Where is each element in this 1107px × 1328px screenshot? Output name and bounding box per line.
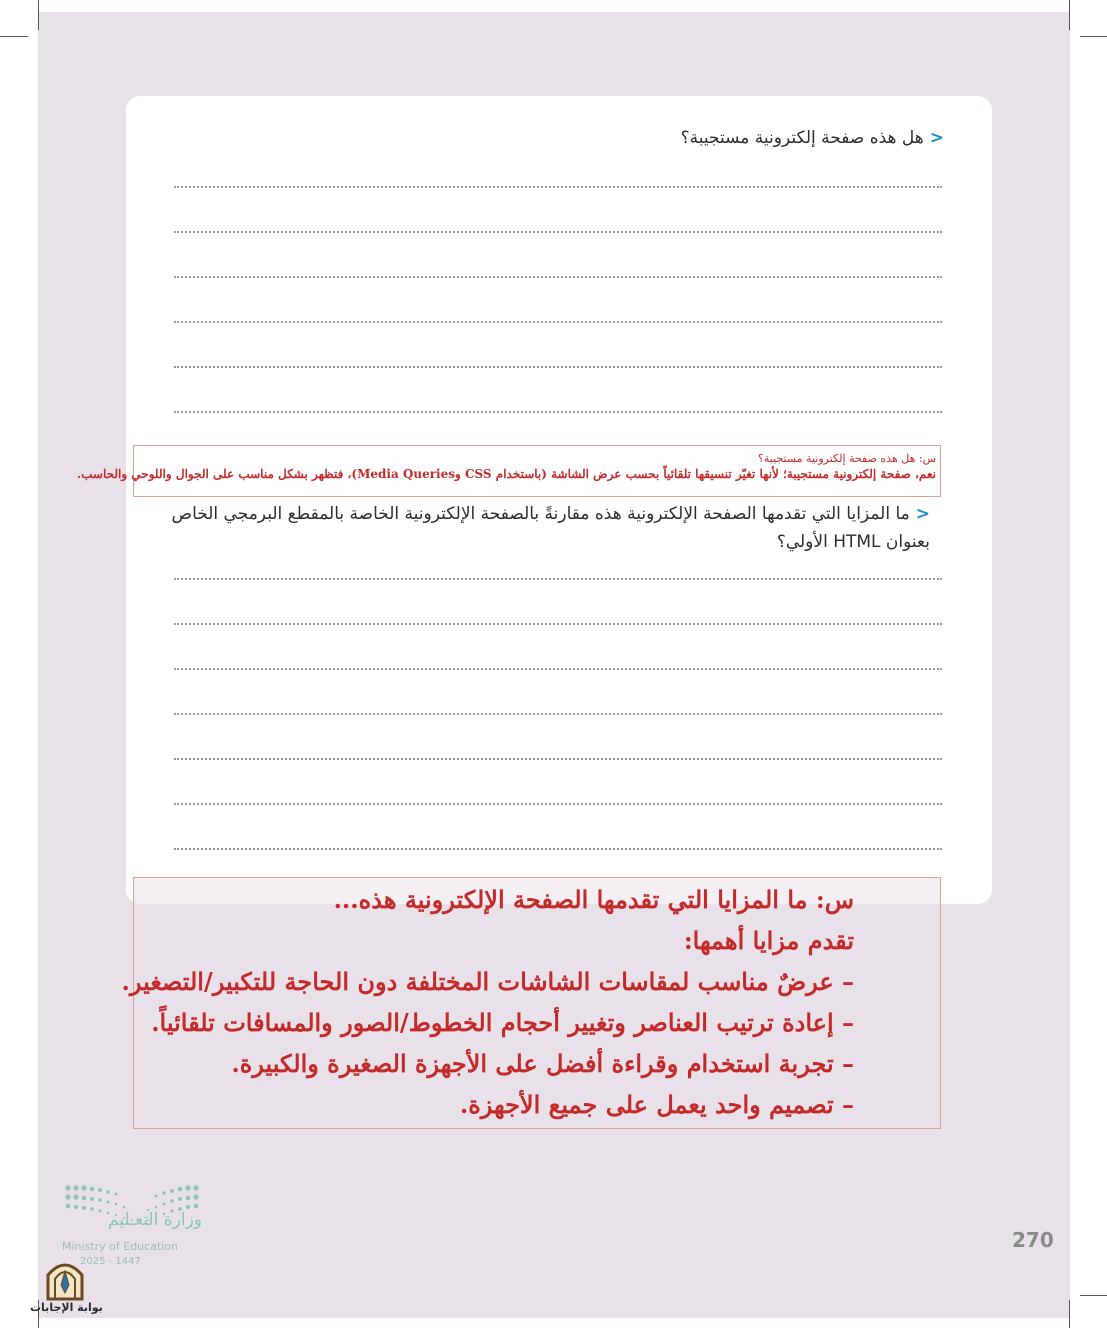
answer-2-intro: تقدم مزايا أهمها:: [683, 926, 854, 955]
answer-box-2: [121, 877, 941, 1129]
worksheet-card: [76, 96, 992, 904]
crop-mark: [38, 0, 39, 30]
answer-line[interactable]: [174, 623, 942, 625]
answer-2-question: س: ما المزايا التي تقدمها الصفحة الإلكترونية هذه...: [333, 885, 854, 914]
ministry-name-ar: وزارة التعـليم: [108, 1210, 202, 1230]
ministry-name-en: Ministry of Education: [62, 1240, 179, 1253]
answer-box-1: [76, 445, 941, 497]
question-2-line-1: ما المزايا التي تقدمها الصفحة الإلكترونية هذه مقارنةً بالصفحة الإلكترونية الخاصة بالمقطع البرمجي الخاص: [171, 504, 910, 524]
answer-2-point: – تجربة استخدام وقراءة أفضل على الأجهزة الصغيرة والكبيرة.: [231, 1049, 854, 1078]
answer-line[interactable]: [174, 411, 942, 413]
question-1: [681, 124, 944, 152]
answers-gate-logo-icon: [42, 1255, 88, 1301]
answer-line[interactable]: [174, 186, 942, 188]
chevron-left-icon: <: [929, 128, 944, 148]
answer-line[interactable]: [174, 668, 942, 670]
answer-line[interactable]: [174, 578, 942, 580]
answer-line[interactable]: [174, 803, 942, 805]
answer-2-point: – تصميم واحد يعمل على جميع الأجهزة.: [459, 1090, 854, 1119]
question-2: [170, 500, 930, 556]
answer-1-text: نعم، صفحة إلكترونية مستجيبة؛ لأنها تغيّر تنسيقها تلقائياً بحسب عرض الشاشة (باستخدام CSS وMedia Queries)، فتظهر بشكل مناسب على الجوال واللوحي والحاسب.: [76, 467, 936, 481]
chevron-left-icon: <: [915, 504, 930, 524]
crop-mark: [1080, 36, 1107, 37]
answer-1-question: س: هل هذه صفحة إلكترونية مستجيبة؟: [758, 452, 936, 465]
answer-line[interactable]: [174, 276, 942, 278]
crop-mark: [1069, 1300, 1070, 1328]
answer-line[interactable]: [174, 848, 942, 850]
answer-line[interactable]: [174, 366, 942, 368]
answer-2-point: – عرضٌ مناسب لمقاسات الشاشات المختلفة دون الحاجة للتكبير/التصغير.: [121, 967, 854, 996]
page-number: 270: [1012, 1228, 1054, 1252]
answer-line[interactable]: [174, 713, 942, 715]
site-label: بوابة الإجابات: [30, 1301, 103, 1314]
question-2-line-2: بعنوان HTML الأولي؟: [776, 532, 930, 552]
ministry-years: 2025 - 1447: [80, 1256, 141, 1267]
question-1-text: هل هذه صفحة إلكترونية مستجيبة؟: [680, 128, 924, 148]
answer-line[interactable]: [174, 231, 942, 233]
answer-2-point: – إعادة ترتيب العناصر وتغيير أحجام الخطوط/الصور والمسافات تلقائياً.: [151, 1008, 854, 1037]
crop-mark: [0, 36, 28, 37]
crop-mark: [1080, 1295, 1107, 1296]
answer-line[interactable]: [174, 321, 942, 323]
answer-line[interactable]: [174, 758, 942, 760]
crop-mark: [1069, 0, 1070, 30]
